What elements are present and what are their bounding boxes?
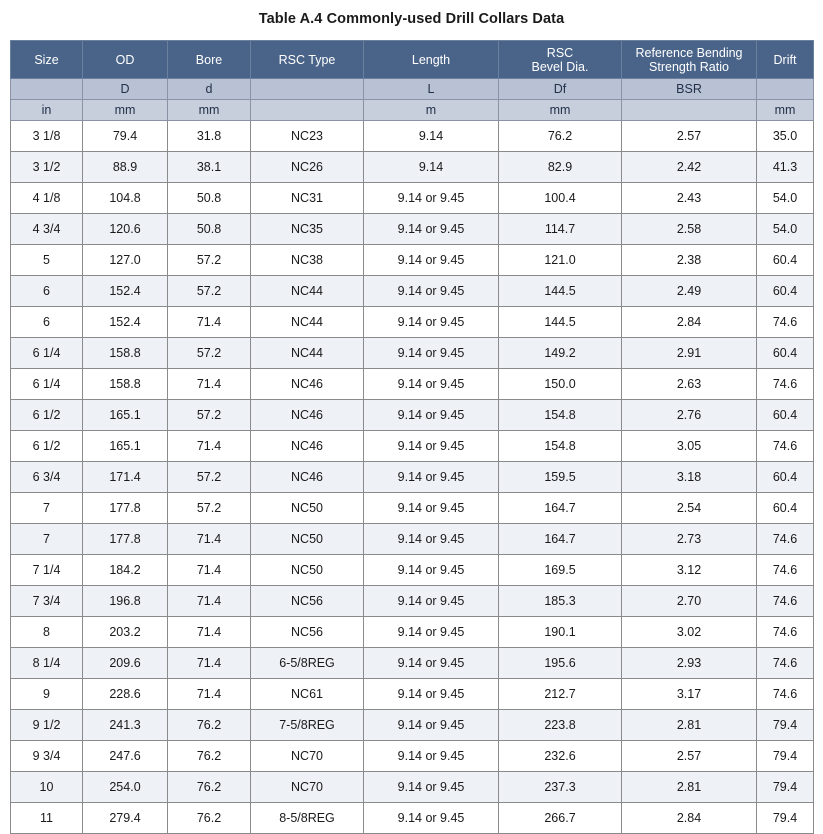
- table-cell: NC56: [251, 586, 364, 617]
- table-cell: 57.2: [168, 400, 251, 431]
- table-cell: NC50: [251, 524, 364, 555]
- table-cell: 4 1/8: [11, 183, 83, 214]
- table-cell: 171.4: [83, 462, 168, 493]
- table-cell: 9.14 or 9.45: [364, 803, 499, 834]
- table-cell: 2.63: [622, 369, 757, 400]
- symbol-rsc-type: [251, 79, 364, 100]
- symbol-drift: [757, 79, 814, 100]
- table-cell: 79.4: [757, 741, 814, 772]
- table-cell: 2.57: [622, 741, 757, 772]
- table-cell: 159.5: [499, 462, 622, 493]
- table-cell: 3.12: [622, 555, 757, 586]
- table-cell: 41.3: [757, 152, 814, 183]
- column-header-rsc-type: [251, 41, 364, 79]
- table-cell: NC23: [251, 121, 364, 152]
- table-row: [11, 276, 814, 307]
- table-cell: 190.1: [499, 617, 622, 648]
- table-cell: 3 1/8: [11, 121, 83, 152]
- table-cell: 10: [11, 772, 83, 803]
- symbol-bevel-dia: Df: [499, 79, 622, 100]
- table-cell: 79.4: [757, 803, 814, 834]
- table-cell: 165.1: [83, 431, 168, 462]
- table-cell: NC50: [251, 493, 364, 524]
- table-cell: 60.4: [757, 462, 814, 493]
- table-cell: 3.18: [622, 462, 757, 493]
- table-cell: 144.5: [499, 307, 622, 338]
- table-row: [11, 431, 814, 462]
- symbol-length: L: [364, 79, 499, 100]
- table-cell: NC70: [251, 772, 364, 803]
- table-cell: 57.2: [168, 338, 251, 369]
- header-line1-bevel: RSC: [546, 45, 574, 60]
- table-cell: 11: [11, 803, 83, 834]
- table-cell: 71.4: [168, 679, 251, 710]
- table-cell: 54.0: [757, 214, 814, 245]
- table-cell: 82.9: [499, 152, 622, 183]
- table-cell: 9.14: [364, 121, 499, 152]
- table-cell: 57.2: [168, 493, 251, 524]
- table-cell: 5: [11, 245, 83, 276]
- table-cell: NC38: [251, 245, 364, 276]
- table-cell: 71.4: [168, 648, 251, 679]
- table-row: [11, 462, 814, 493]
- table-cell: 6 1/2: [11, 400, 83, 431]
- table-cell: 9.14 or 9.45: [364, 369, 499, 400]
- table-cell: 158.8: [83, 338, 168, 369]
- table-cell: 121.0: [499, 245, 622, 276]
- column-header-size: [11, 41, 83, 79]
- table-cell: 76.2: [168, 803, 251, 834]
- table-cell: 2.58: [622, 214, 757, 245]
- table-cell: NC46: [251, 400, 364, 431]
- table-cell: 88.9: [83, 152, 168, 183]
- table-cell: 2.84: [622, 803, 757, 834]
- table-row: [11, 369, 814, 400]
- table-cell: 74.6: [757, 555, 814, 586]
- symbol-bore: d: [168, 79, 251, 100]
- table-cell: 164.7: [499, 493, 622, 524]
- table-row: [11, 648, 814, 679]
- table-cell: NC46: [251, 462, 364, 493]
- table-cell: 60.4: [757, 493, 814, 524]
- table-cell: 9.14 or 9.45: [364, 338, 499, 369]
- table-cell: 9.14 or 9.45: [364, 307, 499, 338]
- table-cell: 74.6: [757, 369, 814, 400]
- table-cell: 60.4: [757, 338, 814, 369]
- table-cell: 2.43: [622, 183, 757, 214]
- table-cell: 76.2: [168, 772, 251, 803]
- table-cell: 79.4: [83, 121, 168, 152]
- table-cell: 279.4: [83, 803, 168, 834]
- table-cell: 9.14 or 9.45: [364, 648, 499, 679]
- table-cell: 223.8: [499, 710, 622, 741]
- table-cell: 7: [11, 493, 83, 524]
- table-cell: 150.0: [499, 369, 622, 400]
- table-cell: 8-5/8REG: [251, 803, 364, 834]
- table-cell: 74.6: [757, 431, 814, 462]
- table-cell: 9.14: [364, 152, 499, 183]
- table-cell: 71.4: [168, 307, 251, 338]
- table-cell: NC44: [251, 338, 364, 369]
- table-cell: 8 1/4: [11, 648, 83, 679]
- table-cell: 164.7: [499, 524, 622, 555]
- table-cell: 76.2: [499, 121, 622, 152]
- table-cell: 3 1/2: [11, 152, 83, 183]
- table-cell: NC46: [251, 369, 364, 400]
- table-cell: 7 3/4: [11, 586, 83, 617]
- header-row-units: [11, 100, 814, 121]
- table-cell: 241.3: [83, 710, 168, 741]
- unit-bevel-dia: mm: [499, 100, 622, 121]
- table-cell: NC44: [251, 276, 364, 307]
- table-cell: 9.14 or 9.45: [364, 741, 499, 772]
- column-header-od: [83, 41, 168, 79]
- header-line2-bsr: Strength Ratio: [649, 59, 729, 74]
- table-cell: 74.6: [757, 524, 814, 555]
- table-row: [11, 710, 814, 741]
- table-cell: 9.14 or 9.45: [364, 617, 499, 648]
- table-cell: 237.3: [499, 772, 622, 803]
- header-line1-drift: Drift: [773, 52, 797, 67]
- table-cell: 165.1: [83, 400, 168, 431]
- table-cell: 7: [11, 524, 83, 555]
- unit-length: m: [364, 100, 499, 121]
- table-cell: 104.8: [83, 183, 168, 214]
- table-cell: 2.38: [622, 245, 757, 276]
- symbol-bsr: BSR: [622, 79, 757, 100]
- table-cell: 9.14 or 9.45: [364, 462, 499, 493]
- table-cell: 127.0: [83, 245, 168, 276]
- table-header: [11, 41, 814, 121]
- table-cell: 9.14 or 9.45: [364, 276, 499, 307]
- table-cell: 203.2: [83, 617, 168, 648]
- table-cell: 196.8: [83, 586, 168, 617]
- table-cell: 9.14 or 9.45: [364, 245, 499, 276]
- header-line1-od: OD: [115, 52, 135, 67]
- table-cell: NC35: [251, 214, 364, 245]
- table-cell: 50.8: [168, 214, 251, 245]
- table-cell: 4 3/4: [11, 214, 83, 245]
- table-cell: 152.4: [83, 276, 168, 307]
- unit-od: mm: [83, 100, 168, 121]
- table-cell: 71.4: [168, 431, 251, 462]
- table-cell: 9 1/2: [11, 710, 83, 741]
- table-cell: 74.6: [757, 648, 814, 679]
- header-line2-bevel: Bevel Dia.: [531, 59, 589, 74]
- table-row: [11, 679, 814, 710]
- table-cell: 9.14 or 9.45: [364, 772, 499, 803]
- table-cell: 60.4: [757, 276, 814, 307]
- column-header-bore: [168, 41, 251, 79]
- table-cell: 266.7: [499, 803, 622, 834]
- table-cell: 79.4: [757, 710, 814, 741]
- table-cell: 158.8: [83, 369, 168, 400]
- table-cell: 60.4: [757, 400, 814, 431]
- table-cell: 9.14 or 9.45: [364, 493, 499, 524]
- table-cell: 76.2: [168, 710, 251, 741]
- table-cell: NC44: [251, 307, 364, 338]
- table-cell: 3.17: [622, 679, 757, 710]
- table-cell: 31.8: [168, 121, 251, 152]
- table-cell: NC56: [251, 617, 364, 648]
- header-line1-bore: Bore: [195, 52, 223, 67]
- table-cell: 7 1/4: [11, 555, 83, 586]
- table-row: [11, 617, 814, 648]
- table-cell: 144.5: [499, 276, 622, 307]
- table-cell: 74.6: [757, 307, 814, 338]
- symbol-od: D: [83, 79, 168, 100]
- page-title: Table A.4 Commonly-used Drill Collars Data: [258, 11, 565, 27]
- table-cell: 76.2: [168, 741, 251, 772]
- column-header-length: [364, 41, 499, 79]
- table-cell: 2.81: [622, 710, 757, 741]
- column-header-rsc-bevel-dia: [499, 41, 622, 79]
- table-cell: 57.2: [168, 245, 251, 276]
- table-cell: 254.0: [83, 772, 168, 803]
- table-cell: 79.4: [757, 772, 814, 803]
- table-cell: 6 3/4: [11, 462, 83, 493]
- table-cell: 6-5/8REG: [251, 648, 364, 679]
- table-cell: NC70: [251, 741, 364, 772]
- table-cell: 2.81: [622, 772, 757, 803]
- header-row-symbols: [11, 79, 814, 100]
- table-cell: 177.8: [83, 493, 168, 524]
- unit-rsc-type: [251, 100, 364, 121]
- table-cell: 6: [11, 307, 83, 338]
- symbol-size: [11, 79, 83, 100]
- table-cell: 2.70: [622, 586, 757, 617]
- table-cell: 149.2: [499, 338, 622, 369]
- table-cell: 57.2: [168, 276, 251, 307]
- table-cell: 184.2: [83, 555, 168, 586]
- table-cell: 2.73: [622, 524, 757, 555]
- header-row-main: [11, 41, 814, 79]
- table-cell: 2.76: [622, 400, 757, 431]
- table-cell: 212.7: [499, 679, 622, 710]
- table-row: [11, 555, 814, 586]
- column-header-bsr: [622, 41, 757, 79]
- table-cell: 9 3/4: [11, 741, 83, 772]
- table-row: [11, 524, 814, 555]
- table-cell: 71.4: [168, 369, 251, 400]
- table-cell: 228.6: [83, 679, 168, 710]
- table-cell: 185.3: [499, 586, 622, 617]
- table-cell: NC31: [251, 183, 364, 214]
- table-cell: 6 1/4: [11, 369, 83, 400]
- table-cell: 9: [11, 679, 83, 710]
- table-row: [11, 338, 814, 369]
- table-row: [11, 400, 814, 431]
- table-cell: NC50: [251, 555, 364, 586]
- table-cell: 9.14 or 9.45: [364, 183, 499, 214]
- unit-bore: mm: [168, 100, 251, 121]
- table-cell: 209.6: [83, 648, 168, 679]
- table-cell: 3.02: [622, 617, 757, 648]
- table-row: [11, 121, 814, 152]
- table-cell: 9.14 or 9.45: [364, 431, 499, 462]
- unit-bsr: [622, 100, 757, 121]
- table-cell: 154.8: [499, 400, 622, 431]
- header-line1-size: Size: [34, 52, 59, 67]
- table-body: [11, 121, 814, 834]
- table-row: [11, 803, 814, 834]
- table-cell: 38.1: [168, 152, 251, 183]
- table-cell: 74.6: [757, 586, 814, 617]
- table-cell: 195.6: [499, 648, 622, 679]
- table-cell: 232.6: [499, 741, 622, 772]
- table-cell: 9.14 or 9.45: [364, 524, 499, 555]
- table-cell: 9.14 or 9.45: [364, 710, 499, 741]
- header-line1-bsr: Reference Bending: [635, 45, 743, 60]
- table-cell: 71.4: [168, 555, 251, 586]
- table-cell: 54.0: [757, 183, 814, 214]
- table-cell: 71.4: [168, 586, 251, 617]
- drill-collars-table: [10, 40, 814, 834]
- table-container: [0, 40, 823, 834]
- table-cell: 9.14 or 9.45: [364, 555, 499, 586]
- table-cell: 8: [11, 617, 83, 648]
- table-row: [11, 245, 814, 276]
- table-cell: 74.6: [757, 679, 814, 710]
- column-header-drift: [757, 41, 814, 79]
- header-line1-rsc-type: RSC Type: [278, 52, 336, 67]
- table-cell: 9.14 or 9.45: [364, 400, 499, 431]
- table-cell: 74.6: [757, 617, 814, 648]
- table-cell: 100.4: [499, 183, 622, 214]
- table-cell: 3.05: [622, 431, 757, 462]
- table-cell: 169.5: [499, 555, 622, 586]
- table-row: [11, 493, 814, 524]
- table-cell: NC61: [251, 679, 364, 710]
- unit-drift: mm: [757, 100, 814, 121]
- table-cell: 71.4: [168, 617, 251, 648]
- table-row: [11, 586, 814, 617]
- table-cell: 50.8: [168, 183, 251, 214]
- table-row: [11, 772, 814, 803]
- table-cell: 7-5/8REG: [251, 710, 364, 741]
- table-cell: 2.93: [622, 648, 757, 679]
- table-row: [11, 307, 814, 338]
- table-cell: 2.49: [622, 276, 757, 307]
- header-line1-length: Length: [411, 52, 451, 67]
- table-cell: 6 1/2: [11, 431, 83, 462]
- table-row: [11, 214, 814, 245]
- table-cell: 2.54: [622, 493, 757, 524]
- table-cell: 2.91: [622, 338, 757, 369]
- table-cell: 2.84: [622, 307, 757, 338]
- table-cell: 6: [11, 276, 83, 307]
- table-row: [11, 183, 814, 214]
- table-cell: 154.8: [499, 431, 622, 462]
- table-cell: 2.42: [622, 152, 757, 183]
- table-cell: 57.2: [168, 462, 251, 493]
- table-cell: 114.7: [499, 214, 622, 245]
- table-cell: 9.14 or 9.45: [364, 679, 499, 710]
- table-cell: 152.4: [83, 307, 168, 338]
- table-cell: NC46: [251, 431, 364, 462]
- table-cell: 247.6: [83, 741, 168, 772]
- table-cell: 9.14 or 9.45: [364, 214, 499, 245]
- table-cell: 35.0: [757, 121, 814, 152]
- table-row: [11, 741, 814, 772]
- table-row: [11, 152, 814, 183]
- table-cell: NC26: [251, 152, 364, 183]
- table-cell: 9.14 or 9.45: [364, 586, 499, 617]
- table-cell: 2.57: [622, 121, 757, 152]
- table-cell: 6 1/4: [11, 338, 83, 369]
- table-cell: 71.4: [168, 524, 251, 555]
- table-cell: 120.6: [83, 214, 168, 245]
- table-cell: 60.4: [757, 245, 814, 276]
- unit-size: in: [11, 100, 83, 121]
- table-cell: 177.8: [83, 524, 168, 555]
